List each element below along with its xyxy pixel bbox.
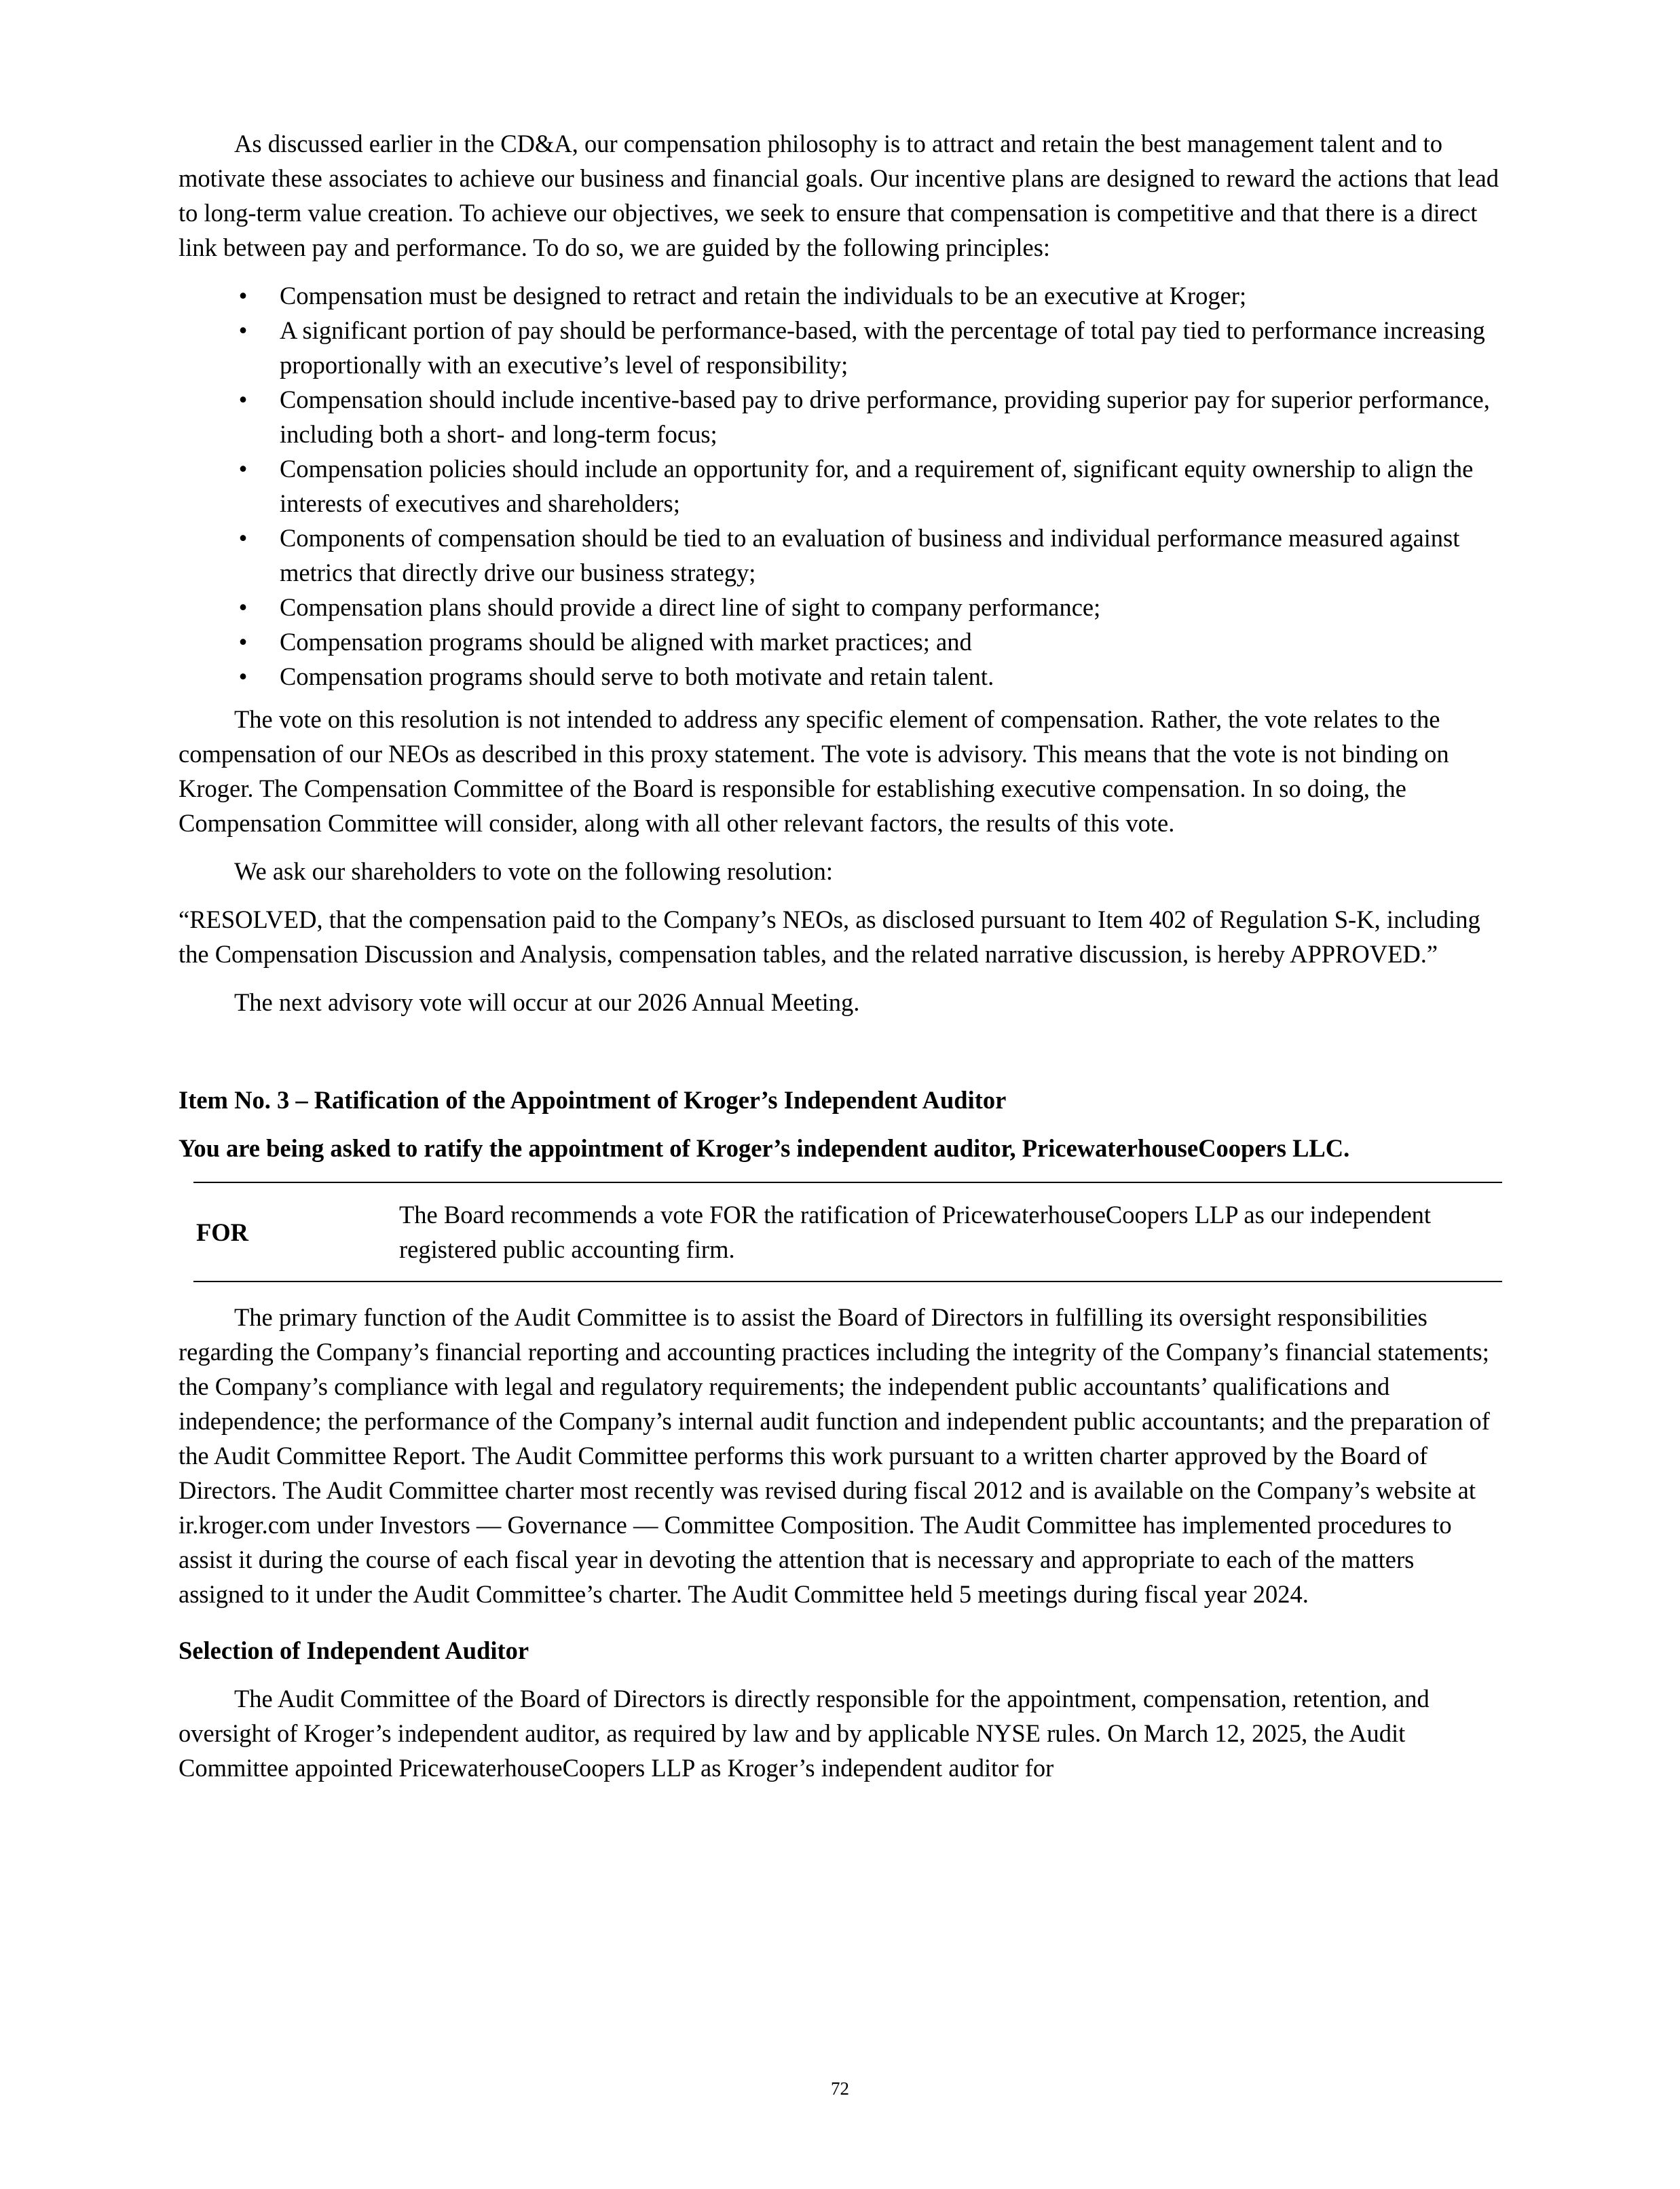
page-number: 72: [831, 2078, 849, 2099]
bullet-icon: •: [238, 662, 248, 690]
list-item-text: Compensation policies should include an opportunity for, and a requirement of, significant equity ownership to align the interests of executives and shareholders;: [280, 455, 1474, 517]
selection-paragraph: The Audit Committee of the Board of Directors is directly responsible for the appointment, compensation, retention, and oversight of Kroger’s independent auditor, as required by law and by applicable NYSE rules. On March 12, 2025, the Audit Committee appointed PricewaterhouseCoopers LLP as Kroger’s independent auditor for: [179, 1685, 1430, 1782]
recommendation-text: The Board recommends a vote FOR the ratification of PricewaterhouseCoopers LLP as our independent registered public accounting firm.: [399, 1201, 1432, 1263]
audit-committee-paragraph: The primary function of the Audit Committee is to assist the Board of Directors in fulfilling its oversight responsibilities regarding the Company’s financial reporting and accounting practices including the integrity of the Company’s financial statements; the Company’s compliance with legal and regulatory requirements; the independent public accountants’ qualifications and independence; the performance of the Company’s internal audit function and independent public accountants; and the preparation of the Audit Committee Report. The Audit Committee performs this work pursuant to a written charter approved by the Board of Directors. The Audit Committee charter most recently was revised during fiscal 2012 and is available on the Company’s website at ir.kroger.com under Investors — Governance — Committee Composition. The Audit Committee has implemented procedures to assist it during the course of each fiscal year in devoting the attention that is necessary and appropriate to each of the matters assigned to it under the Audit Committee’s charter. The Audit Committee held 5 meetings during fiscal year 2024.: [179, 1303, 1490, 1608]
principles-list: [179, 278, 1502, 694]
list-item-text: Compensation must be designed to retract and retain the individuals to be an executive at Kroger;: [280, 282, 1247, 310]
item3-subtitle: You are being asked to ratify the appointment of Kroger’s independent auditor, PricewaterhouseCoopers LLC.: [179, 1134, 1350, 1162]
list-item-text: A significant portion of pay should be performance-based, with the percentage of total pay tied to performance increasing proportionally with an executive’s level of responsibility;: [280, 316, 1485, 379]
list-item: [179, 313, 1502, 382]
list-item-text: Components of compensation should be tied to an evaluation of business and individual performance measured against metrics that directly drive our business strategy;: [280, 524, 1460, 586]
list-item: [179, 521, 1502, 590]
recommendation-label: FOR: [196, 1218, 249, 1246]
list-item: [179, 451, 1502, 521]
bullet-icon: •: [238, 282, 248, 310]
bullet-icon: •: [238, 524, 248, 552]
intro-paragraph: As discussed earlier in the CD&A, our compensation philosophy is to attract and retain the best management talent and to motivate these associates to achieve our business and financial goals. Our incentive plans are designed to reward the actions that lead to long-term value creation. To achieve our objectives, we seek to ensure that compensation is competitive and that there is a direct link between pay and performance. To do so, we are guided by the following principles:: [179, 130, 1499, 261]
list-item-text: Compensation programs should serve to both motivate and retain talent.: [280, 662, 994, 690]
item3-title: Item No. 3 – Ratification of the Appointment of Kroger’s Independent Auditor: [179, 1086, 1007, 1114]
bullet-icon: •: [238, 316, 248, 344]
list-item-text: Compensation programs should be aligned with market practices; and: [280, 628, 972, 656]
ask-paragraph: We ask our shareholders to vote on the following resolution:: [234, 857, 834, 885]
bullet-icon: •: [238, 593, 248, 621]
list-item: [179, 278, 1502, 313]
resolution-text: “RESOLVED, that the compensation paid to the Company’s NEOs, as disclosed pursuant to Item 402 of Regulation S-K, including the Compensation Discussion and Analysis, compensation tables, and the related narrative discussion, is hereby APPROVED.”: [179, 905, 1480, 968]
bullet-icon: •: [238, 628, 248, 656]
list-item: [179, 624, 1502, 659]
next-vote-paragraph: The next advisory vote will occur at our 2026 Annual Meeting.: [234, 988, 860, 1016]
list-item: [179, 382, 1502, 451]
board-recommendation-box: [193, 1182, 1502, 1282]
list-item: [179, 659, 1502, 694]
bullet-icon: •: [238, 386, 248, 413]
list-item-text: Compensation plans should provide a direct line of sight to company performance;: [280, 593, 1101, 621]
document-page: [179, 126, 1502, 1785]
vote-paragraph: The vote on this resolution is not intended to address any specific element of compensation. Rather, the vote relates to the compensation of our NEOs as described in this proxy statement. The vote is advisory. This means that the vote is not binding on Kroger. The Compensation Committee of the Board is responsible for establishing executive compensation. In so doing, the Compensation Committee will consider, along with all other relevant factors, the results of this vote.: [179, 705, 1449, 837]
bullet-icon: •: [238, 455, 248, 483]
selection-heading: Selection of Independent Auditor: [179, 1636, 529, 1664]
list-item-text: Compensation should include incentive-based pay to drive performance, providing superior pay for superior performance, including both a short- and long-term focus;: [280, 386, 1490, 448]
list-item: [179, 590, 1502, 624]
